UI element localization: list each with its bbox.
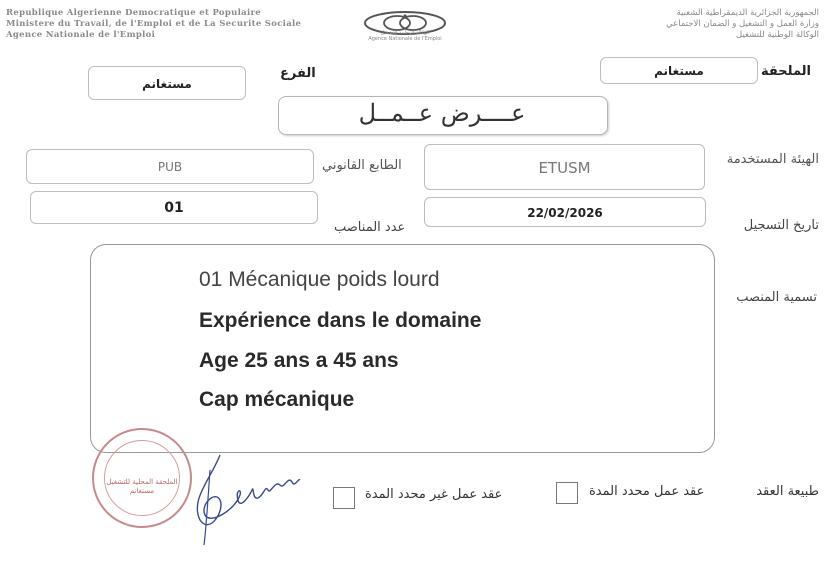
header-french [6, 8, 336, 41]
job-line-1: 01 Mécanique poids lourd [199, 268, 440, 291]
registration-date-label: تاريخ التسجيل [743, 218, 819, 233]
header-ar-line-3: الوكالة الوطنية للتشغيل [736, 30, 819, 40]
branch-label: الفرع [280, 66, 316, 81]
stamp-text: الملحقة المحلية للتشغيل مستغانم [106, 478, 178, 495]
contract-fixed-label: عقد عمل محدد المدة [589, 484, 705, 499]
offer-title: عــــرض عــمــل [358, 99, 526, 127]
header-ar-line-2: وزارة العمل و التشغيل و الضمان الاجتماعي [666, 19, 819, 29]
positions-field: 01 [30, 191, 318, 224]
header-fr-line-3: Agence Nationale de l'Emploi [6, 30, 156, 40]
job-line-4: Cap mécanique [199, 388, 355, 411]
legal-status-label: الطابع القانوني [322, 158, 402, 173]
contract-type-label: طبيعة العقد [756, 484, 819, 499]
branch-field: مستغانم [88, 66, 246, 100]
contract-open-label: عقد عمل غير محدد المدة [365, 487, 503, 502]
job-title-label: تسمية المنصب [736, 290, 817, 305]
contract-open-checkbox[interactable] [333, 487, 355, 509]
header-ar-line-1: الجمهورية الجزائرية الديمقراطية الشعبية [676, 8, 819, 18]
job-line-2: Expérience dans le domaine [199, 309, 482, 332]
contract-fixed-checkbox[interactable] [556, 482, 578, 504]
logo-caption [350, 30, 460, 42]
legal-status-field: PUB [26, 149, 314, 184]
header-fr-line-2: Ministere du Travail, de l'Emploi et de La Securite Sociale [6, 19, 302, 29]
logo-caption-fr: Agence Nationale de l'Emploi [368, 36, 442, 42]
annex-field: مستغانم [600, 57, 758, 84]
registration-date-field: 22/02/2026 [424, 197, 706, 227]
employer-label: الهيئة المستخدمة [726, 152, 819, 167]
job-line-3: Age 25 ans a 45 ans [199, 349, 399, 372]
annex-label: الملحقة [761, 64, 811, 79]
positions-label: عدد المناصب [334, 220, 406, 235]
header-fr-line-1: Republique Algerienne Democratique et Populaire [6, 8, 261, 18]
signature-icon [180, 440, 310, 550]
logo-caption-ar: الوكالة الوطنية للتشغيل [380, 30, 430, 36]
employer-field: ETUSM [424, 144, 705, 190]
header-arabic [499, 8, 819, 41]
